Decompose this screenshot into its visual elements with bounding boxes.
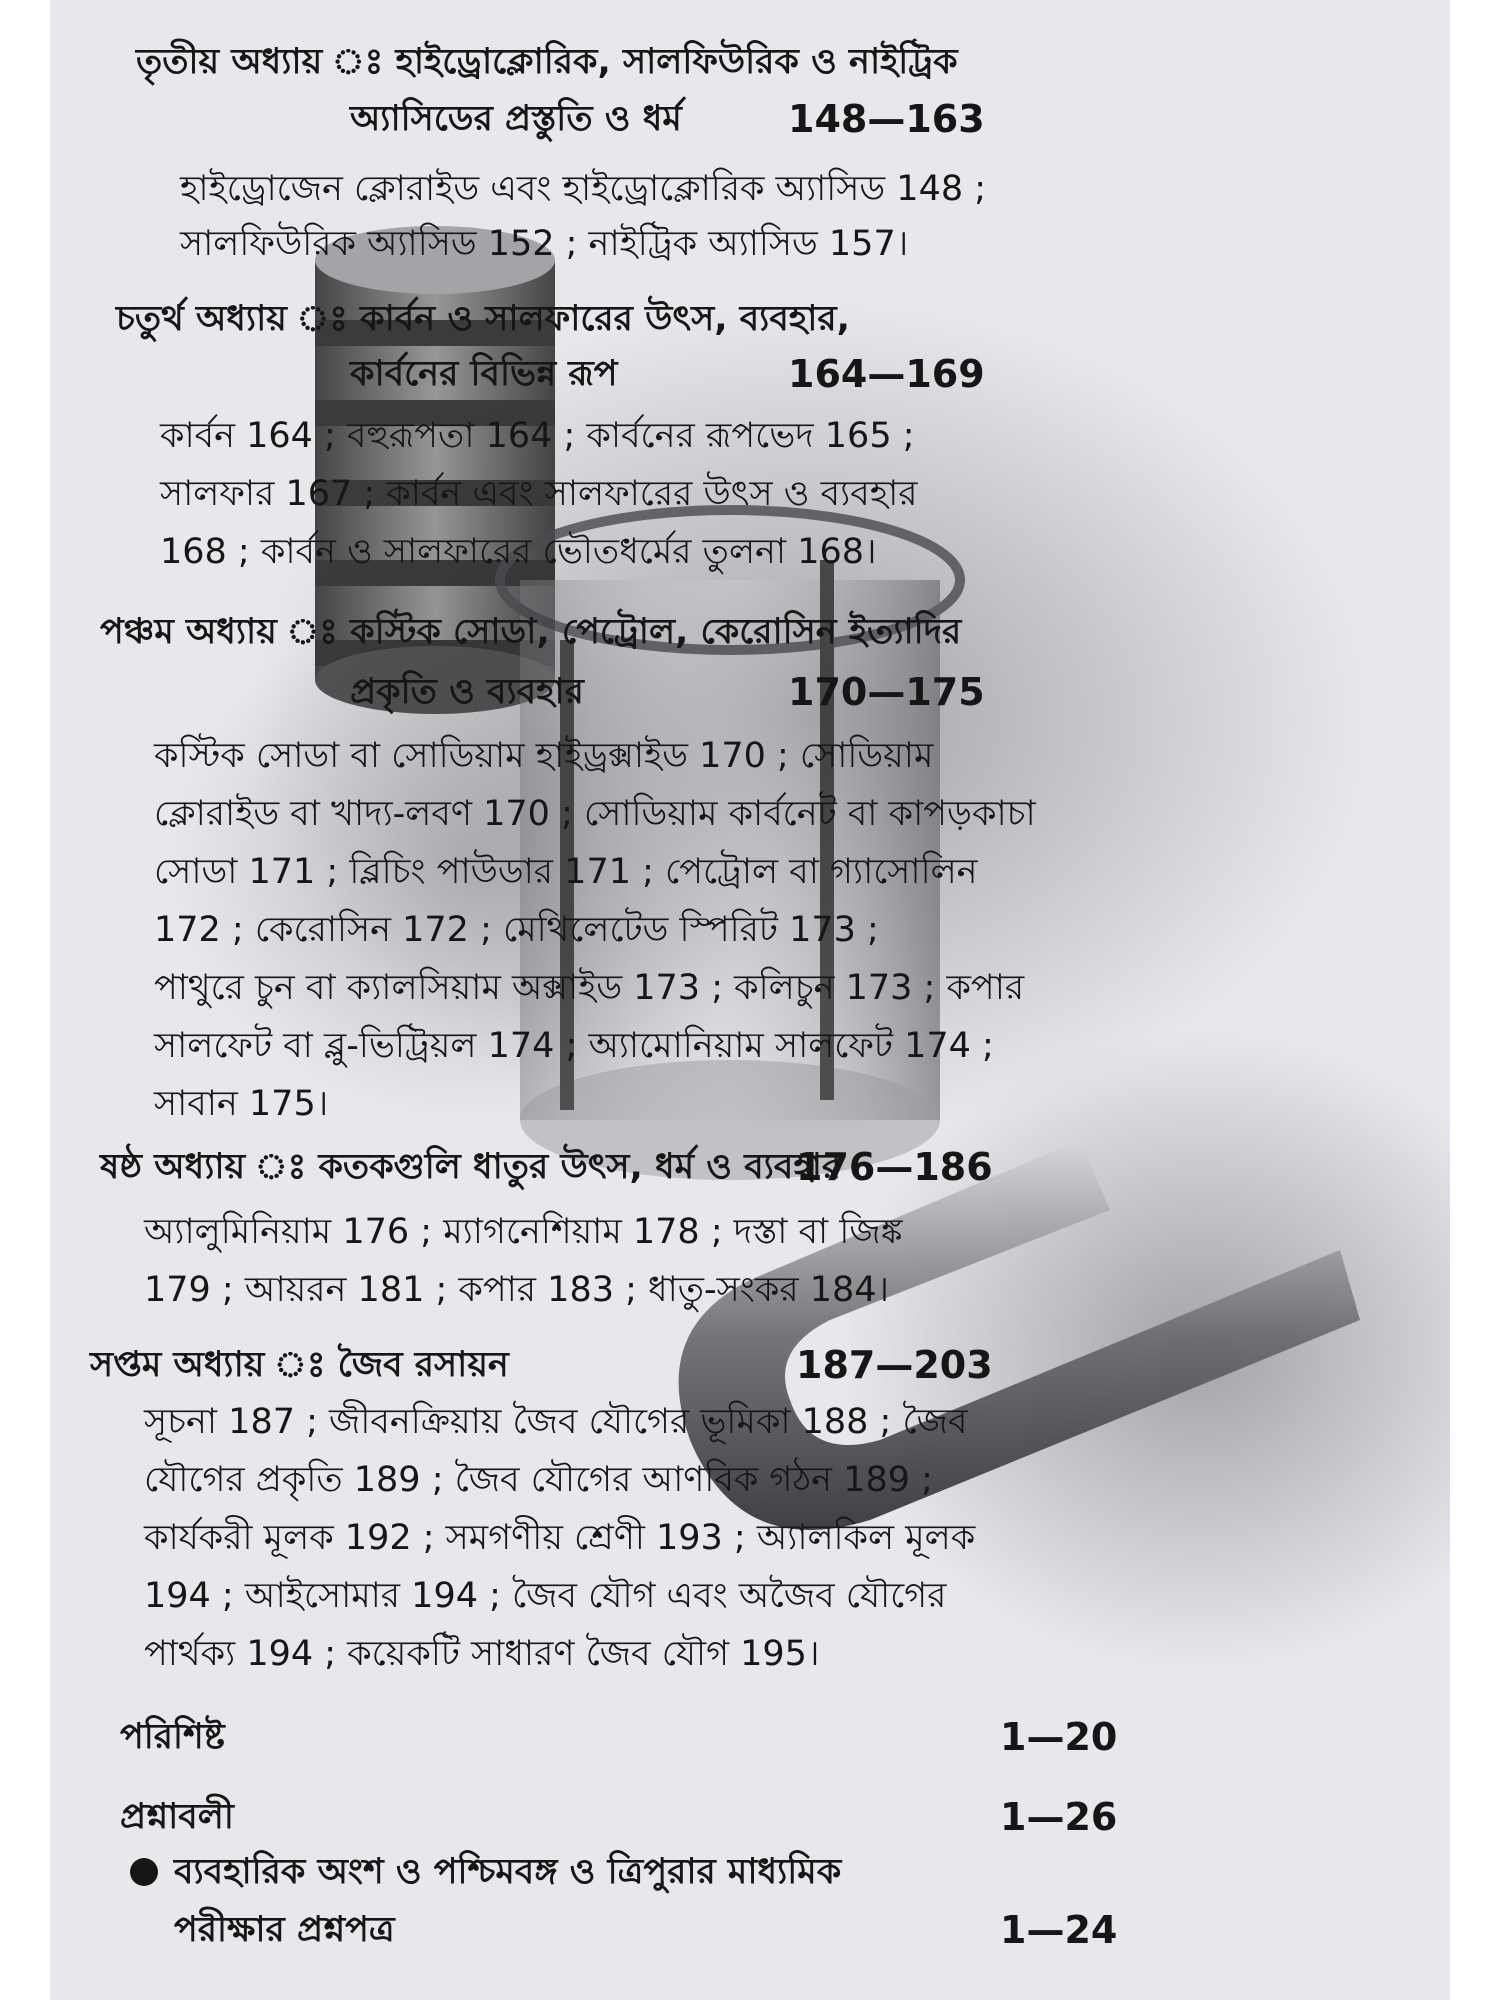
appendix-title: পরিশিষ্ট (120, 1717, 225, 1757)
questions-title: প্রশ্নাবলী (120, 1797, 234, 1837)
chapter-5-line-4: 172 ; কেরোসিন 172 ; মেথিলেটেড স্পিরিট 173 ; (154, 910, 879, 950)
chapter-6-line-2: 179 ; আয়রন 181 ; কপার 183 ; ধাতু-সংকর 184। (144, 1270, 890, 1310)
chapter-7-heading: সপ্তম অধ্যায় ঃ জৈব রসায়ন (90, 1345, 509, 1385)
questions-pages: 1—26 (1000, 1795, 1118, 1839)
chapter-3-pages: 148—163 (788, 97, 985, 141)
chapter-3-line-1: হাইড্রোজেন ক্লোরাইড এবং হাইড্রোক্লোরিক অ্যাসিড 148 ; (180, 169, 987, 209)
chapter-4-subheading: কার্বনের বিভিন্ন রূপ (350, 354, 618, 394)
chapter-7-line-3: কার্যকরী মূলক 192 ; সমগণীয় শ্রেণী 193 ; অ্যালকিল মূলক (144, 1518, 976, 1558)
chapter-5-heading: পঞ্চম অধ্যায় ঃ কস্টিক সোডা, পেট্রোল, কেরোসিন ইত্যাদির (100, 612, 962, 652)
chapter-5-line-5: পাথুরে চুন বা ক্যালসিয়াম অক্সাইড 173 ; কলিচুন 173 ; কপার (154, 968, 1025, 1008)
chapter-4-pages: 164—169 (788, 352, 985, 396)
chapter-7-line-1: সূচনা 187 ; জীবনক্রিয়ায় জৈব যৌগের ভূমিকা 188 ; জৈব (144, 1402, 968, 1442)
chapter-7-line-2: যৌগের প্রকৃতি 189 ; জৈব যৌগের আণবিক গঠন 189 ; (144, 1460, 933, 1500)
chapter-5-subheading: প্রকৃতি ও ব্যবহার (350, 672, 584, 712)
chapter-5-line-6: সালফেট বা ব্লু-ভিট্রিয়ল 174 ; অ্যামোনিয়াম সালফেট 174 ; (154, 1026, 994, 1066)
chapter-7-pages: 187—203 (796, 1343, 993, 1387)
chapter-3-line-2: সালফিউরিক অ্যাসিড 152 ; নাইট্রিক অ্যাসিড 157। (180, 224, 909, 264)
bullet-icon (130, 1858, 158, 1886)
chapter-5-pages: 170—175 (788, 670, 985, 714)
chapter-4-line-3: 168 ; কার্বন ও সালফারের ভৌতধর্মের তুলনা 168। (160, 532, 877, 572)
chapter-4-line-2: সালফার 167 ; কার্বন এবং সালফারের উৎস ও ব্যবহার (160, 474, 918, 514)
appendix-pages: 1—20 (1000, 1715, 1118, 1759)
bullet-item-pages: 1—24 (1000, 1908, 1118, 1952)
chapter-6-line-1: অ্যালুমিনিয়াম 176 ; ম্যাগনেশিয়াম 178 ; দস্তা বা জিঙ্ক (144, 1212, 903, 1252)
chapter-3-heading: তৃতীয় অধ্যায় ঃ হাইড্রোক্লোরিক, সালফিউরিক ও নাইট্রিক (136, 42, 958, 82)
chapter-6-pages: 176—186 (796, 1145, 993, 1189)
bullet-item-line-2: পরীক্ষার প্রশ্নপত্র (174, 1910, 395, 1950)
chapter-5-line-7: সাবান 175। (154, 1084, 329, 1124)
chapter-4-heading: চতুর্থ অধ্যায় ঃ কার্বন ও সালফারের উৎস, ব্যবহার, (116, 299, 850, 339)
scanned-page (50, 0, 1450, 2000)
chapter-6-heading: ষষ্ঠ অধ্যায় ঃ কতকগুলি ধাতুর উৎস, ধর্ম ও ব্যবহার (100, 1147, 842, 1187)
chapter-4-line-1: কার্বন 164 ; বহুরূপতা 164 ; কার্বনের রূপভেদ 165 ; (160, 416, 915, 456)
chapter-5-line-1: কস্টিক সোডা বা সোডিয়াম হাইড্রক্সাইড 170 ; সোডিয়াম (154, 736, 934, 776)
table-of-contents (50, 0, 1450, 2000)
chapter-5-line-2: ক্লোরাইড বা খাদ্য-লবণ 170 ; সোডিয়াম কার্বনেট বা কাপড়কাচা (154, 794, 1036, 834)
chapter-5-line-3: সোডা 171 ; ব্লিচিং পাউডার 171 ; পেট্রোল বা গ্যাসোলিন (154, 852, 978, 892)
chapter-7-line-5: পার্থক্য 194 ; কয়েকটি সাধারণ জৈব যৌগ 195। (144, 1634, 820, 1674)
chapter-7-line-4: 194 ; আইসোমার 194 ; জৈব যৌগ এবং অজৈব যৌগের (144, 1576, 947, 1616)
bullet-item-line-1: ব্যবহারিক অংশ ও পশ্চিমবঙ্গ ও ত্রিপুরার মাধ্যমিক (174, 1852, 842, 1892)
chapter-3-subheading: অ্যাসিডের প্রস্তুতি ও ধর্ম (350, 99, 682, 139)
